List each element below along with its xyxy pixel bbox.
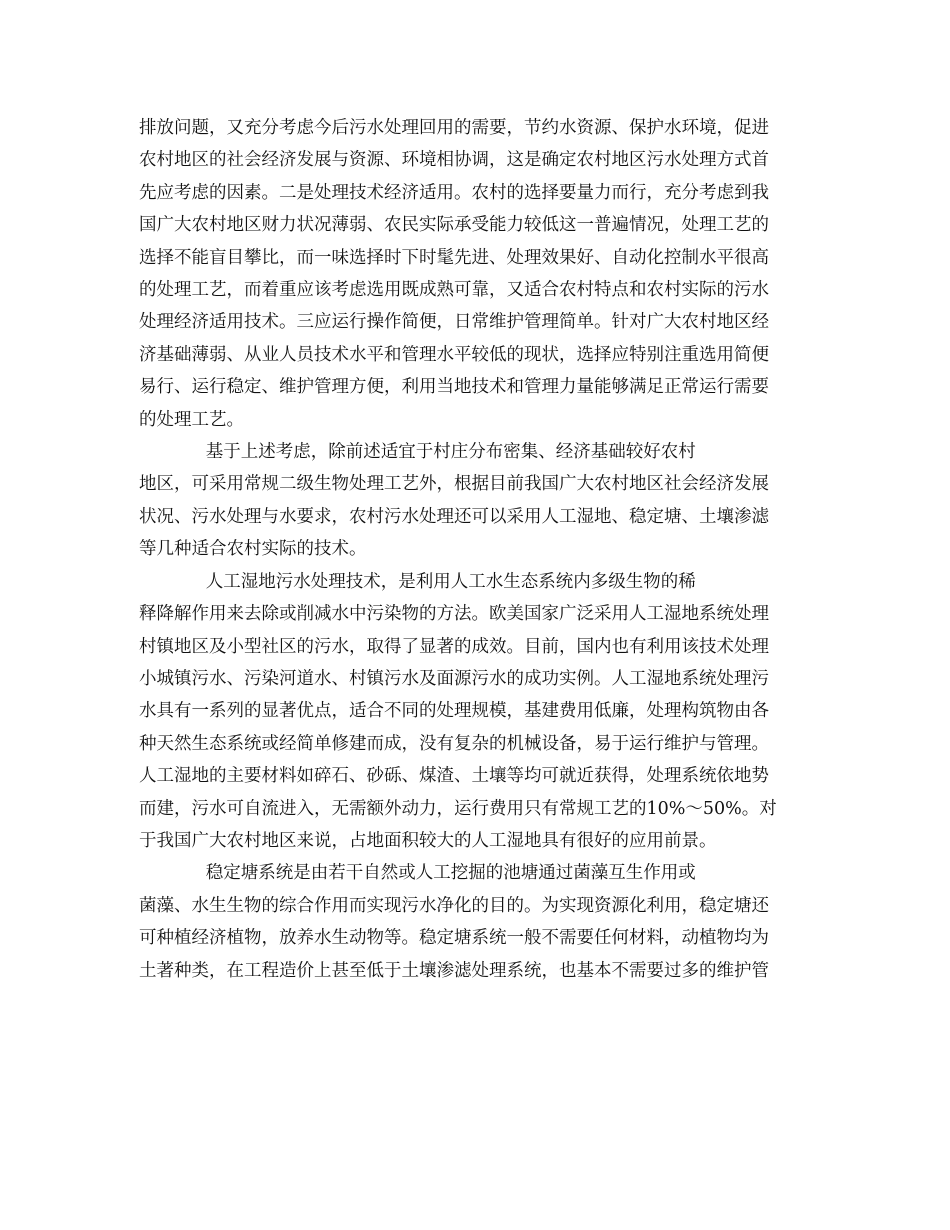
text-line: 菌藻、水生生物的综合作用而实现污水净化的目的。为实现资源化利用，稳定塘还 xyxy=(139,895,769,916)
paragraph-1 xyxy=(139,112,811,436)
text-line: 释降解作用来去除或削减水中污染物的方法。欧美国家广泛采用人工湿地系统处理 xyxy=(139,604,769,625)
paragraph-4 xyxy=(139,857,811,987)
text-line: 于我国广大农村地区来说，占地面积较大的人工湿地具有很好的应用前景。 xyxy=(139,830,717,851)
text-line: 人工湿地污水处理技术，是利用人工水生态系统内多级生物的稀 xyxy=(139,571,696,592)
paragraph-2 xyxy=(139,436,811,566)
text-line: 先应考虑的因素。二是处理技术经济适用。农村的选择要量力而行，充分考虑到我 xyxy=(139,182,769,203)
text-line: 济基础薄弱、从业人员技术水平和管理水平较低的现状，选择应特别注重选用简便 xyxy=(139,344,769,365)
text-line: 基于上述考虑，除前述适宜于村庄分布密集、经济基础较好农村 xyxy=(139,442,696,463)
text-line: 易行、运行稳定、维护管理方便，利用当地技术和管理力量能够满足正常运行需要 xyxy=(139,377,769,398)
text-line: 地区，可采用常规二级生物处理工艺外，根据目前我国广大农村地区社会经济发展 xyxy=(139,474,769,495)
text-line: 稳定塘系统是由若干自然或人工挖掘的池塘通过菌藻互生作用或 xyxy=(139,863,696,884)
text-line: 可种植经济植物，放养水生动物等。稳定塘系统一般不需要任何材料，动植物均为 xyxy=(139,928,769,949)
text-line: 村镇地区及小型社区的污水，取得了显著的成效。目前，国内也有利用该技术处理 xyxy=(139,636,769,657)
document-body xyxy=(139,112,811,987)
text-line: 种天然生态系统或经简单修建而成，没有复杂的机械设备，易于运行维护与管理。 xyxy=(139,733,769,754)
text-line: 等几种适合农村实际的技术。 xyxy=(139,539,367,560)
text-line: 状况、污水处理与水要求，农村污水处理还可以采用人工湿地、稳定塘、土壤渗滤 xyxy=(139,506,769,527)
text-line: 小城镇污水、污染河道水、村镇污水及面源污水的成功实例。人工湿地系统处理污 xyxy=(139,668,769,689)
text-line: 选择不能盲目攀比，而一味选择时下时髦先进、处理效果好、自动化控制水平很高 xyxy=(139,247,769,268)
text-line: 处理经济适用技术。三应运行操作简便，日常维护管理简单。针对广大农村地区经 xyxy=(139,312,769,333)
paragraph-3 xyxy=(139,566,811,858)
text-line: 排放问题，又充分考虑今后污水处理回用的需要，节约水资源、保护水环境，促进 xyxy=(139,118,769,138)
text-line: 土著种类，在工程造价上甚至低于土壤渗滤处理系统，也基本不需要过多的维护管 xyxy=(139,960,769,981)
text-line: 水具有一系列的显著优点，适合不同的处理规模，基建费用低廉，处理构筑物由各 xyxy=(139,701,769,722)
text-line: 国广大农村地区财力状况薄弱、农民实际承受能力较低这一普遍情况，处理工艺的 xyxy=(139,215,769,236)
text-line: 的处理工艺，而着重应该考虑选用既成熟可靠，又适合农村特点和农村实际的污水 xyxy=(139,280,769,301)
text-line: 而建，污水可自流进入，无需额外动力，运行费用只有常规工艺的10%～50%。对 xyxy=(139,798,777,819)
text-line: 的处理工艺。 xyxy=(139,409,244,430)
text-line: 农村地区的社会经济发展与资源、环境相协调，这是确定农村地区污水处理方式首 xyxy=(139,150,769,171)
text-line: 人工湿地的主要材料如碎石、砂砾、煤渣、土壤等均可就近获得，处理系统依地势 xyxy=(139,766,769,787)
